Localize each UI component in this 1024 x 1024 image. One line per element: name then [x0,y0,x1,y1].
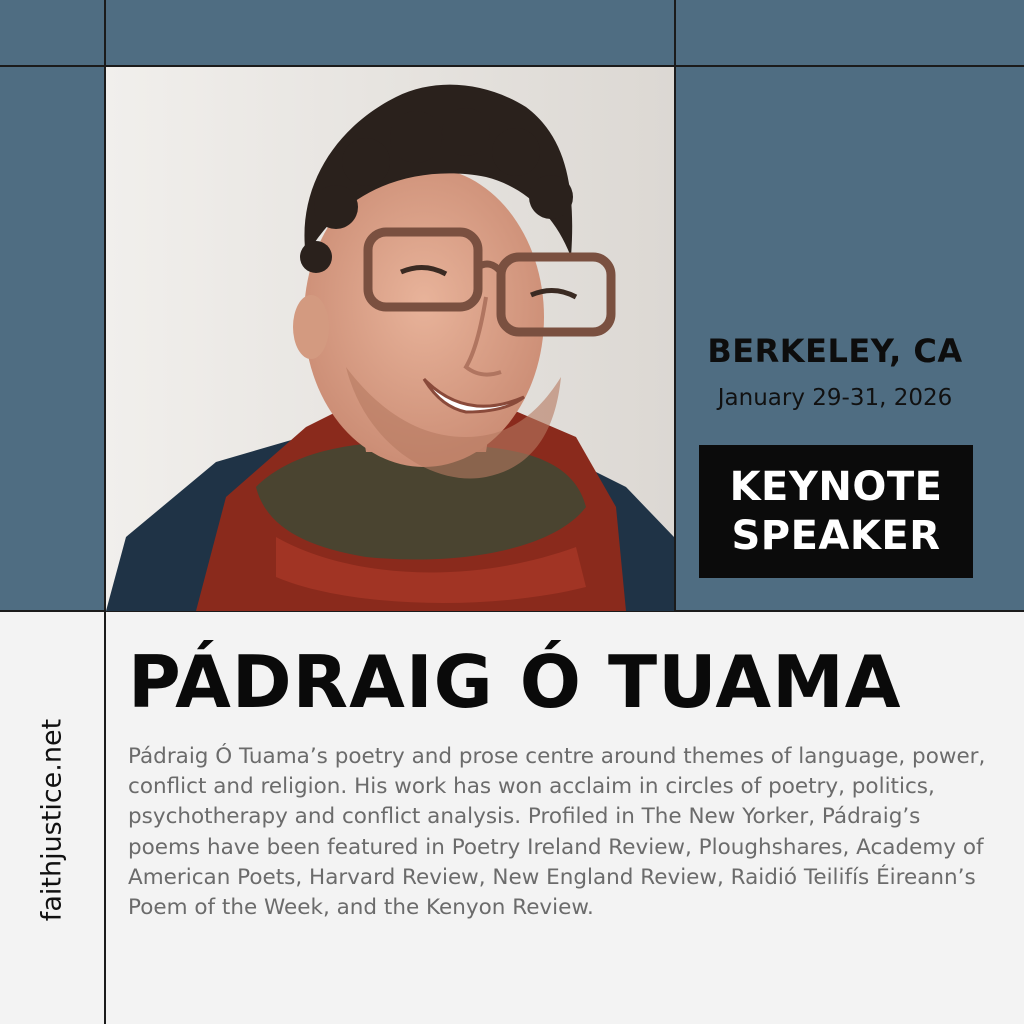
top-left-panel [0,0,105,66]
website-link[interactable]: faithjustice.net [36,718,68,922]
divider-vertical-right [674,0,676,612]
badge-line-1: KEYNOTE [729,463,943,510]
left-panel [0,67,105,611]
event-dates: January 29-31, 2026 [717,385,953,411]
top-center-panel [106,0,674,66]
top-right-panel [676,0,1024,66]
speaker-name: PÁDRAIG Ó TUAMA [128,640,902,724]
speaker-photo [106,67,674,611]
speaker-bio: Pádraig Ó Tuama’s poetry and prose centre around themes of language, power, conflict and religion. His work has won acclaim in circles of poetry, politics, psychotherapy and conflict analysis. Profiled in The New Yorker, Pádraig’s poems have been featured in Poetry Ireland Review, Ploughshares, Academy of American Poets, Harvard Review, New England Review, Raidió Teilifís Éireann’s Poem of the Week, and the Kenyon Review. [128,744,986,921]
keynote-badge [699,445,973,578]
event-location: BERKELEY, CA [707,332,963,370]
badge-line-2: SPEAKER [731,512,941,559]
